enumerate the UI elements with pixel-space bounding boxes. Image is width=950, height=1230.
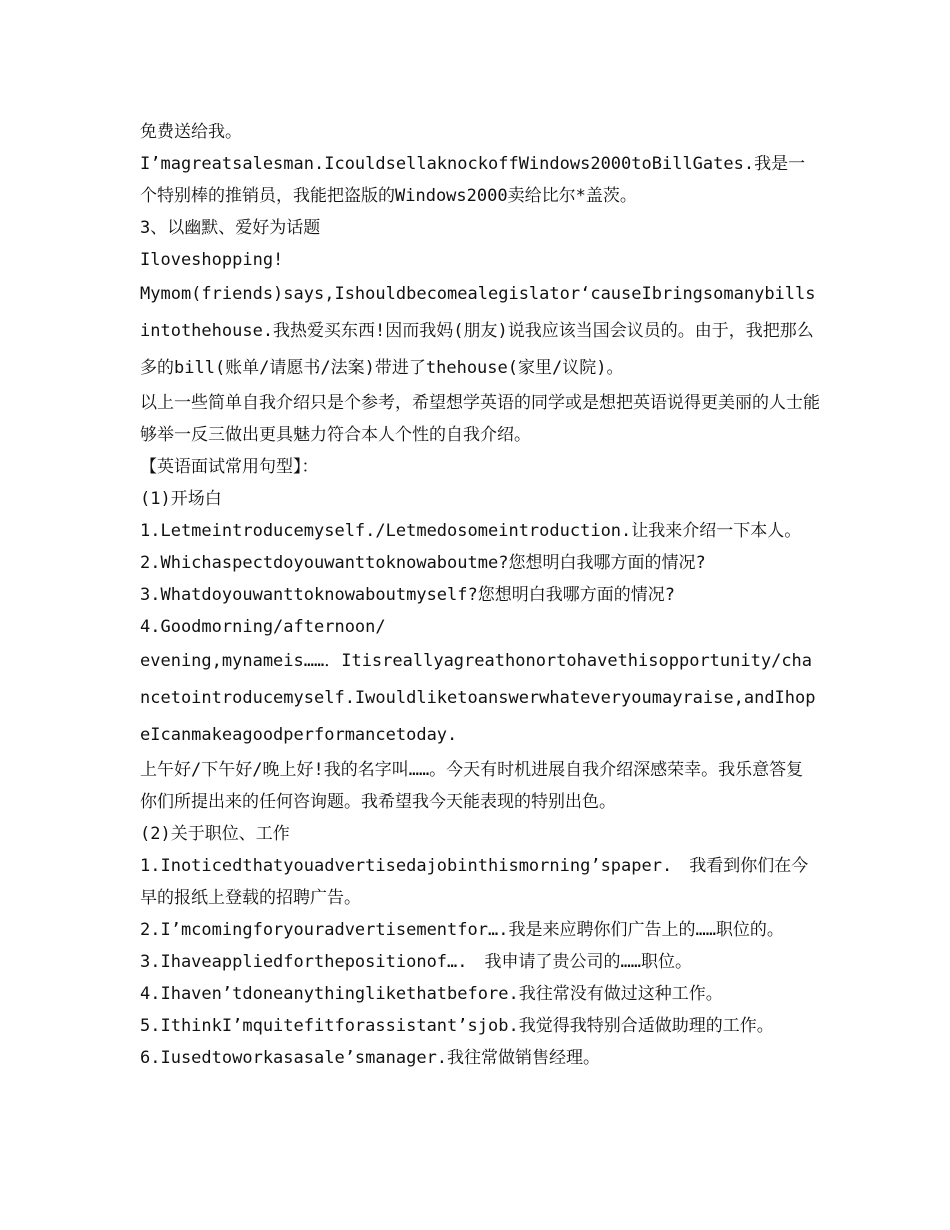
sentence-opening-4-translation: 上午好/下午好/晚上好!我的名字叫……。今天有时机进展自我介绍深感荣幸。我乐意答复你们所提出来的任何咨询题。我希望我今天能表现的特别出色。	[140, 760, 804, 812]
paragraph-free-gift: 免费送给我。	[140, 122, 242, 142]
paragraph-reference-note: 以上一些简单自我介绍只是个参考，希望想学英语的同学或是想把英语说得更美丽的人士能够举一反三做出更具魅力符合本人个性的自我介绍。	[140, 393, 820, 445]
document-page	[140, 116, 820, 1074]
heading-interview-sentences: 【英语面试常用句型】：	[140, 457, 319, 477]
sentence-opening-4-continued: evening,mynameis……．Itisreallyagreathonortohavethisopportunity/chancetointroducemyself.Iwouldliketoanswerwhateveryoumayraise,andIhopeIcanmakeagoodperformancetoday.	[140, 651, 816, 745]
sentence-opening-3: 3.Whatdoyouwanttoknowaboutmyself?您想明白我哪方面的情况?	[140, 585, 675, 605]
heading-opening: (1)开场白	[140, 489, 222, 509]
heading-humor-hobby: 3、以幽默、爱好为话题	[140, 218, 321, 238]
sentence-job-5: 5.IthinkI’mquitefitforassistant’sjob.我觉得我特别合适做助理的工作。	[140, 1016, 774, 1036]
sentence-job-6: 6.Iusedtoworkasasale’smanager.我往常做销售经理。	[140, 1048, 601, 1068]
sentence-job-2: 2.I’mcomingforyouradvertisementfor….我是来应聘你们广告上的……职位的。	[140, 920, 784, 940]
sentence-job-1: 1.Inoticedthatyouadvertisedajobinthismorning’spaper. 我看到你们在今早的报纸上登载的招聘广告。	[140, 856, 809, 908]
paragraph-love-shopping: Iloveshopping!	[140, 250, 284, 270]
paragraph-legislator-joke: Mymom(friends)says,Ishouldbecomealegislator‘causeIbringsomanybillsintothehouse.我热爱买东西!因而我妈(朋友)说我应该当国会议员的。由于，我把那么多的bill(账单/请愿书/法案)带进了thehouse(家里/议院)。	[140, 284, 816, 378]
paragraph-salesman: I’magreatsalesman.IcouldsellaknockoffWindows2000toBillGates.我是一个特别棒的推销员，我能把盗版的Windows2000卖给比尔*盖茨。	[140, 154, 806, 206]
sentence-opening-2: 2.Whichaspectdoyouwanttoknowaboutme?您想明白我哪方面的情况?	[140, 553, 706, 573]
sentence-opening-1: 1.Letmeintroducemyself./Letmedosomeintroduction.让我来介绍一下本人。	[140, 521, 802, 541]
sentence-job-4: 4.Ihaven’tdoneanythinglikethatbefore.我往常没有做过这种工作。	[140, 984, 723, 1004]
sentence-job-3: 3.Ihaveappliedforthepositionof…. 我申请了贵公司的……职位。	[140, 952, 692, 972]
sentence-opening-4: 4.Goodmorning/afternoon/	[140, 617, 386, 637]
heading-position-job: (2)关于职位、工作	[140, 824, 290, 844]
